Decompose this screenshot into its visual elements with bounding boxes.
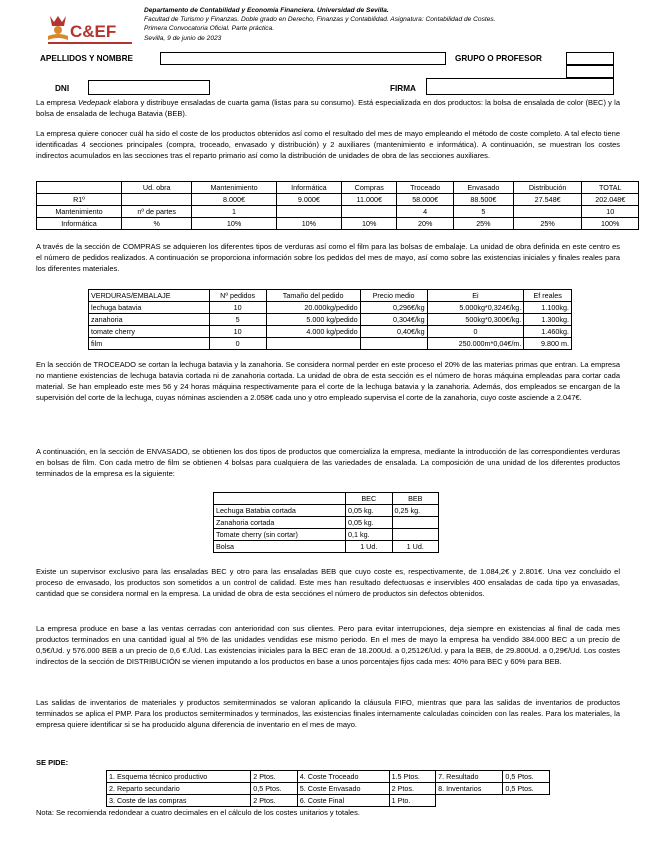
table-row [89,302,572,314]
cell: film [89,338,210,350]
cell [436,795,503,807]
header-cell: TOTAL [582,182,639,194]
supervisor-paragraph: Existe un supervisor exclusivo para las ensaladas BEC y otro para las ensaladas BEB que cuyo coste es, respectivamente, de 1.084,2€ y 2.801€. Una vez concluido el proceso de envasado, los productos son sometidos a un control de calidad. Este mes han resultado defectuosas e inservibles 400 ensaladas de cada tipo ya envasadas, cantidad que se considera normal en la empresa. La unidad de obra de esta secciónes el número de productos sin defectos obtenidos. [36,567,620,599]
cell: 0 [427,326,524,338]
se-pide-label: SE PIDE: [36,758,69,767]
header-lines [144,6,496,43]
cell: Bolsa [214,541,346,553]
cell: 6. Coste Final [297,795,389,807]
header-cell: Distribución [513,182,582,194]
cell: 1 Ud. [392,541,438,553]
cell: 5. Coste Envasado [297,783,389,795]
cell: 2 Ptos. [389,783,436,795]
cell [392,529,438,541]
table-row [214,529,439,541]
table-row [214,517,439,529]
cell: 5 [209,314,266,326]
cell [513,206,582,218]
cell: % [122,218,192,230]
header-cell: Nº pedidos [209,290,266,302]
cell: 3. Coste de las compras [107,795,251,807]
envasado-table [213,492,439,553]
cell: 2. Reparto secundario [107,783,251,795]
cell: 100% [582,218,639,230]
cell: 1 [192,206,276,218]
cell: 2 Ptos. [251,795,298,807]
cell: tomate cherry [89,326,210,338]
cell: 10% [276,218,342,230]
cell: 4.000 kg/pedido [266,326,360,338]
cell: 9.000€ [276,194,342,206]
cell: 88.500€ [454,194,514,206]
cell: Mantenimiento [37,206,122,218]
apellidos-label: APELLIDOS Y NOMBRE [40,54,133,63]
cell: 500kg*0,300€/kg. [427,314,524,326]
cell: 25% [454,218,514,230]
cell [122,194,192,206]
header-line: Primera Convocatoria Oficial. Parte práctica. [144,25,275,33]
header-cell: Ei [427,290,524,302]
table-row [89,326,572,338]
cell: lechuga batavia [89,302,210,314]
cell [360,338,427,350]
cell: 1 Ud. [346,541,392,553]
footnote: Nota: Se recomienda redondear a cuatro decimales en el cálculo de los costes unitarios y totales. [36,808,360,817]
cell: 8. Inventarios [436,783,503,795]
header-cell: BEC [346,493,392,505]
cell [342,206,397,218]
cell: 0,296€/kg [360,302,427,314]
cell: 0,05 kg. [346,505,392,517]
table-row [107,771,550,783]
envasado-paragraph: A continuación, en la sección de ENVASADO, se obtienen los dos tipos de productos que comercializa la empresa, mediante la introducción de las correspondientes verduras en bolsas de film. Con cada metro de film se obtienen 4 bolsas para cualquiera de las variedades de ensalada. La composición de una unidad de los diferentes productos terminados de la empresa es la siguiente: [36,447,620,479]
cell: 7. Resultado [436,771,503,783]
cell: 202.048€ [582,194,639,206]
cell: Informática [37,218,122,230]
table-row [89,314,572,326]
table-row [37,206,639,218]
grupo-label: GRUPO O PROFESOR [455,54,542,63]
header-cell: Troceado [397,182,454,194]
header-cell: VERDURAS/EMBALAJE [89,290,210,302]
cell: nº de partes [122,206,192,218]
header-cell [214,493,346,505]
cell [392,517,438,529]
cell: 5.000kg*0,324€/kg. [427,302,524,314]
document-header [36,6,636,52]
cell [266,338,360,350]
cell: 0,5 Ptos. [251,783,298,795]
cell: 2 Ptos. [251,771,298,783]
cell: 8.000€ [192,194,276,206]
compras-paragraph: A través de la sección de COMPRAS se adquieren los diferentes tipos de verduras así como el film para las bolsas de embalaje. La unidad de obra definida en este centro es el número de pedidos realizados. A continuación se proporciona información sobre los pedidos del mes de mayo, así como sobre las existencias iniciales y finales reales para los diferentes materiales. [36,242,620,274]
header-cell: BEB [392,493,438,505]
cell: 9.800 m. [524,338,572,350]
sections-table [36,181,639,230]
cell: 1 Pto. [389,795,436,807]
intro-text: La empresa [36,98,78,107]
cell: 0,05 kg. [346,517,392,529]
table-row [89,338,572,350]
header-cell: Ef reales [524,290,572,302]
cell: Lechuga Batabia cortada [214,505,346,517]
table-row [37,218,639,230]
header-line: Sevilla, 9 de junio de 2023 [144,34,222,42]
header-cell: Compras [342,182,397,194]
header-line: Departamento de Contabilidad y Economía Financiera. Universidad de Sevilla. [144,7,389,14]
intro-paragraph [36,97,620,119]
dni-field[interactable] [88,80,210,95]
cell: 10 [582,206,639,218]
cell: 1.100kg. [524,302,572,314]
apellidos-field[interactable] [160,52,446,65]
cell: 0,1 kg. [346,529,392,541]
header-line: Facultad de Turismo y Finanzas. Doble grado en Derecho, Finanzas y Contabilidad. Asignatura: Contabilidad de Costes. [144,16,496,24]
intro-text: elabora y distribuye ensaladas de cuarta gama (listas para su consumo). Está especializada en dos productos: la bolsa de ensalada de color (BEC) y la bolsa de ensalada de lechuga Batavia (BEB). [36,98,620,119]
cell: 25% [513,218,582,230]
table-row [107,783,550,795]
table-header-row [214,493,439,505]
cell: 10 [209,326,266,338]
header-cell: Informática [276,182,342,194]
table-header-row [89,290,572,302]
firma-label: FIRMA [390,84,416,93]
cell: 11.000€ [342,194,397,206]
firma-field[interactable] [426,78,614,95]
university-logo [44,12,140,48]
cell: 0,304€/kg [360,314,427,326]
se-pide-table [106,770,550,807]
cell: R1º [37,194,122,206]
cell: 58.000€ [397,194,454,206]
header-cell: Ud. obra [122,182,192,194]
table-row [214,541,439,553]
cell: 27.548€ [513,194,582,206]
cell: Zanahoria cortada [214,517,346,529]
header-cell [37,182,122,194]
cell: 250.000m*0,04€/m. [427,338,524,350]
cell: 10 [209,302,266,314]
cell: 0 [209,338,266,350]
cell: 20% [397,218,454,230]
svg-text:C&EF: C&EF [70,22,117,41]
cell: 5.000 kg/pedido [266,314,360,326]
cell: zanahoria [89,314,210,326]
cell: 4. Coste Troceado [297,771,389,783]
troceado-paragraph: En la sección de TROCEADO se cortan la lechuga batavia y la zanahoria. Se considera normal perder en este proceso el 20% de las materias primas que entran. La empresa no mantiene existencias de lechuga batavia cortada ni de zanahoria cortada. La unidad de obra de esta sección es el número de horas máquina empleadas para cortar cada material. Se han empleado este mes 56 y 24 horas máquina respectivamente para el corte de la lechuga batavia y la zanahoria. Además, dos empleados se encargan de la supervisión del corte de la lechuga, cuyas nóminas ascienden a 2.058€ cada uno y otro empleado supervisa el corte de la zanahoria, cuyo coste asciende a 2.047€. [36,360,620,403]
dni-label: DNI [55,84,70,93]
cell: 4 [397,206,454,218]
table-header-row [37,182,639,194]
cell: 1.300kg. [524,314,572,326]
company-name: Vedepack [77,98,112,107]
table-row [214,505,439,517]
compras-table [88,289,572,350]
header-cell: Mantenimiento [192,182,276,194]
produccion-paragraph: La empresa produce en base a las ventas cerradas con anterioridad con sus clientes. Pero para evitar interrupciones, deja siempre en existencias al final de cada mes productos terminados en una cantidad igual al 5% de las unidades vendidas ese mismo periodo. En el mes de mayo la empresa ha vendido 384.000 BEC a un precio de 0,5€/Ud. y 576.000 BEB a un precio de 0,6 €./Ud. Las existencias iniciales para la BEC eran de 18.200Ud. a 0,2512€/Ud. y para la BEB, de 29.800Ud. a 0,29€/Ud. Los costes indirectos de la sección de DISTRIBUCIÓN se vienen imputando a los productos en base a unos porcentajes fijos cada mes: 40% para BEC y 60% para BEB. [36,624,620,667]
cell: 0,40€/kg [360,326,427,338]
cell: 20.000kg/pedido [266,302,360,314]
header-cell: Tamaño del pedido [266,290,360,302]
table-row [37,194,639,206]
salidas-paragraph: Las salidas de inventarios de materiales y productos semiterminados se valoran aplicando la cláusula FIFO, mientras que para las salidas de inventarios de productos terminados se aplica el PMP. Para los productos semiterminados y terminados, las existencias finales internamente calculadas coinciden con las reales. Para los materiales, la empresa quiere identificar si se ha producido alguna diferencia de inventario en el mes de mayo. [36,698,620,730]
cell: 1.460kg. [524,326,572,338]
cell: 5 [454,206,514,218]
cell: 1.5 Ptos. [389,771,436,783]
grupo-field-extra[interactable] [566,65,614,78]
cell: 0,5 Ptos. [503,783,550,795]
header-cell: Envasado [454,182,514,194]
cell [503,795,550,807]
intro-paragraph-2: La empresa quiere conocer cuál ha sido el coste de los productos obtenidos así como el resultado del mes de mayo empleando el método de coste completo. A tal efecto tiene identificadas 4 secciones principales (compra, troceado, envasado y distribución) y 2 auxiliares (mantenimiento e informática). A continuación, se muestran los costes indirectos acumulados en las secciones tras el reparto primario así como la distribución de unidades de obra de las secciones auxiliares. [36,129,620,161]
cell: 10% [192,218,276,230]
grupo-field[interactable] [566,52,614,65]
cell: Tomate cherry (sin cortar) [214,529,346,541]
cell: 0,25 kg. [392,505,438,517]
header-cell: Precio medio [360,290,427,302]
cell: 10% [342,218,397,230]
table-row [107,795,550,807]
cell: 1. Esquema técnico productivo [107,771,251,783]
cell: 0,5 Ptos. [503,771,550,783]
cell [276,206,342,218]
